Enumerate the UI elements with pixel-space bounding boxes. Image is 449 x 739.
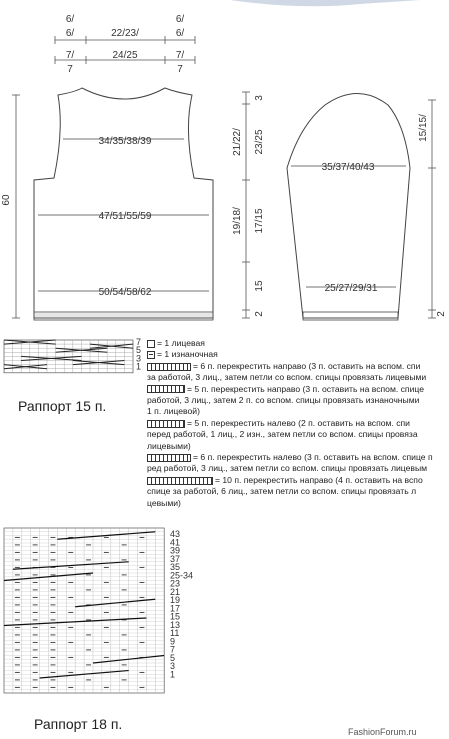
legend-text: = 1 изнаночная bbox=[157, 349, 218, 360]
body-width-mid: 47/51/55/59 bbox=[98, 211, 152, 222]
legend-text: ред работой, 3 лиц., затем петли со вспом. спицы провязать лицевым bbox=[147, 463, 428, 474]
legend-row bbox=[147, 498, 433, 509]
side-dimension-line bbox=[242, 92, 250, 318]
legend-row bbox=[147, 452, 433, 463]
chart2-row-number: 3 bbox=[170, 661, 176, 671]
legend-text: = 5 п. перекрестить направо (3 п. оставить на вспом. спице bbox=[187, 383, 424, 394]
legend-text: лицевыми) bbox=[147, 440, 191, 451]
body-width-top: 34/35/38/39 bbox=[98, 136, 152, 147]
chart2-row-number: 9 bbox=[170, 636, 176, 647]
top-right-upper-a: 6/ bbox=[175, 14, 185, 25]
chart2-row-number: 43 bbox=[170, 529, 181, 539]
side-seg2-b: 23/25 bbox=[254, 129, 265, 155]
chart2-row-number: 23 bbox=[170, 578, 181, 589]
top-left-upper-b: 6/ bbox=[65, 28, 75, 39]
chart2-row-number: 35 bbox=[170, 562, 181, 572]
legend-row bbox=[147, 338, 433, 349]
legend-text: за работой, 3 лиц., затем петли со вспом. спицы провязать лицевыми bbox=[147, 372, 427, 383]
side-seg4: 15 bbox=[254, 280, 265, 292]
legend-row bbox=[147, 372, 433, 383]
side-seg1: 3 bbox=[254, 95, 265, 101]
top-left-upper-a: 6/ bbox=[65, 14, 75, 25]
body-height-label: 60 bbox=[1, 194, 12, 206]
legend-symbol-knit bbox=[147, 340, 155, 348]
chart1-row-number: 3 bbox=[136, 353, 142, 364]
legend-symbol-cable5b bbox=[147, 420, 185, 428]
body-height-line bbox=[12, 95, 20, 318]
legend-text: = 10 п. перекрестить направо (4 п. оставить на вспо bbox=[215, 474, 423, 485]
chart1-row-number: 5 bbox=[136, 345, 142, 356]
sleeve-height-line bbox=[428, 100, 436, 318]
chart2-row-number: 41 bbox=[170, 537, 181, 548]
chart2-row-number: 21 bbox=[170, 586, 181, 597]
legend-symbol-cable6 bbox=[147, 363, 191, 371]
body-piece-outline bbox=[34, 88, 213, 318]
top-center-lower: 24/25 bbox=[112, 50, 138, 61]
legend-text: цевыми) bbox=[147, 497, 181, 508]
body-width-bottom: 50/54/58/62 bbox=[98, 287, 152, 298]
legend-text: = 1 лицевая bbox=[157, 338, 205, 348]
legend-row bbox=[147, 361, 433, 372]
side-seg2-a: 21/22/ bbox=[232, 128, 243, 156]
top-photo-edge bbox=[230, 0, 420, 6]
chart2-row-number: 15 bbox=[170, 611, 181, 622]
legend-text: перед работой, 1 лиц., 2 изн., затем петли со вспом. спицы провяза bbox=[147, 429, 418, 440]
chart2-grid bbox=[4, 528, 164, 693]
side-seg5: 2 bbox=[254, 311, 265, 317]
chart1-caption: Раппорт 15 п. bbox=[18, 398, 107, 414]
chart1-row-number: 7 bbox=[136, 337, 142, 347]
top-left-lower-b: 7 bbox=[67, 64, 73, 75]
legend-symbol-purl bbox=[147, 351, 155, 359]
sleeve-width-top: 35/37/40/43 bbox=[321, 162, 375, 173]
legend-text: работой, 3 лиц., затем 2 п. со вспом. спицы провязать изнаночными bbox=[147, 395, 420, 406]
legend-row bbox=[147, 384, 433, 395]
chart2-row-number: 13 bbox=[170, 619, 181, 630]
sleeve-width-bottom: 25/27/29/31 bbox=[324, 283, 378, 294]
legend-text: = 6 п. перекрестить налево (3 п. оставить на вспом. спице п bbox=[193, 452, 433, 463]
top-left-lower-a: 7/ bbox=[65, 50, 75, 61]
sleeve-base: 2 bbox=[436, 311, 447, 317]
chart2-row-number: 11 bbox=[170, 628, 180, 638]
legend-row bbox=[147, 429, 433, 440]
top-center-upper: 22/23/ bbox=[111, 28, 139, 39]
watermark: FashionForum.ru bbox=[348, 727, 417, 737]
sleeve-width-lines bbox=[291, 166, 406, 287]
chart2-row-numbers bbox=[170, 529, 193, 679]
legend-text: = 5 п. перекрестить налево (2 п. оставить на вспом. спи bbox=[187, 417, 410, 428]
legend-symbol-cable6b bbox=[147, 454, 191, 462]
legend-row bbox=[147, 395, 433, 406]
chart2-row-number: 1 bbox=[170, 669, 176, 680]
chart1-row-numbers bbox=[136, 337, 141, 372]
chart2-row-number: 17 bbox=[170, 603, 181, 614]
sleeve-cap-height: 15/15/ bbox=[418, 114, 429, 142]
legend-text: спице за работой, 6 лиц., затем петли со вспом. спицы провязать л bbox=[147, 486, 417, 497]
legend-row bbox=[147, 349, 433, 360]
chart1-row-number: 1 bbox=[136, 361, 142, 372]
top-right-upper-b: 6/ bbox=[175, 28, 185, 39]
legend-row bbox=[147, 475, 433, 486]
side-seg3-a: 19/18/ bbox=[232, 207, 243, 235]
legend-row bbox=[147, 486, 433, 497]
side-seg3-b: 17/15 bbox=[254, 208, 265, 234]
sleeve-ribbing bbox=[303, 312, 398, 320]
top-right-lower-b: 7 bbox=[177, 64, 183, 75]
legend-row bbox=[147, 441, 433, 452]
chart1-grid bbox=[4, 340, 133, 373]
chart2-row-number: 7 bbox=[170, 644, 176, 655]
chart2-row-number: 37 bbox=[170, 553, 181, 564]
chart2-row-number: 5 bbox=[170, 652, 176, 663]
legend-symbol-cable10 bbox=[147, 477, 213, 485]
legend-symbol-cable5 bbox=[147, 385, 185, 393]
legend bbox=[147, 338, 433, 509]
legend-text: = 6 п. перекрестить направо (3 п. оставить на вспом. спи bbox=[193, 360, 421, 371]
legend-text: 1 п. лицевой) bbox=[147, 406, 200, 417]
top-right-lower-a: 7/ bbox=[175, 50, 185, 61]
legend-row bbox=[147, 463, 433, 474]
chart2-caption: Раппорт 18 п. bbox=[34, 716, 123, 732]
chart2-row-number: 25-34 bbox=[170, 570, 194, 581]
legend-row bbox=[147, 418, 433, 429]
chart2-row-number: 19 bbox=[170, 595, 181, 605]
chart2-row-number: 39 bbox=[170, 545, 181, 556]
legend-row bbox=[147, 406, 433, 417]
